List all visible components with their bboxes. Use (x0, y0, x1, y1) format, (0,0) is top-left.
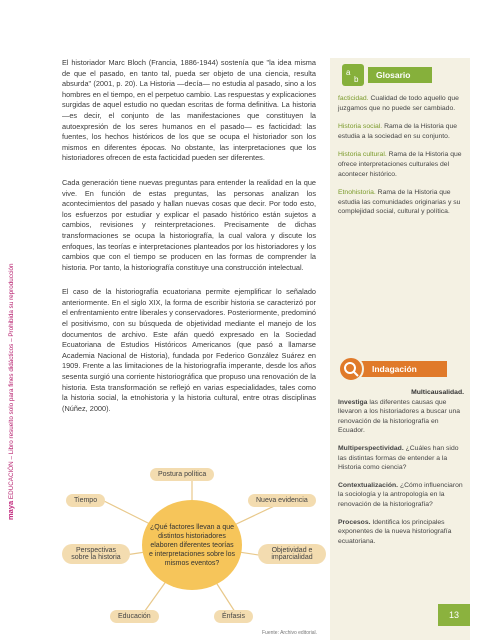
vertical-copyright-label (6, 160, 20, 520)
glossary-title: Glosario (368, 67, 432, 83)
glossary-header (342, 64, 432, 86)
paragraph-2: Cada generación tiene nuevas preguntas para entender la realidad en la que vive. En función de estas preguntas, las personas analizan los acontecimientos del pasado y hallan nuevas cosas que decir. Por todo esto, los esfuerzos por estudiar y explicar el pasado histórico están sujetos a cambios, revisiones y reinterpretaciones. Precisamente de dichas transformaciones se ocupa la historiografía, la cual valora y discute los enfoques, las teorías e interpretaciones planteados por los historiadores y los cambios que con el tiempo se producen en las formas de comprender la historia. Por tanto, la historiografía constituye una construcción intelectual. (62, 177, 316, 272)
indagacion-item: Procesos. Identifica los principales exponentes de la nueva historiografía ecuatoriana. (338, 518, 452, 545)
node-postura-politica: Postura política (150, 468, 214, 481)
glossary-item: facticidad. Cualidad de todo aquello que juzgamos que no puede ser cambiado. (338, 95, 459, 112)
glossary-icon (342, 64, 364, 86)
paragraph-3: El caso de la historiografía ecuatoriana permite ejemplificar lo señalado anteriormente. En el siglo XIX, la forma de escribir historia se caracterizó por el enfrentamiento entre liberales y conservadores. Posteriormente, predominó el positivismo, con su búsqueda de objetividad mediante el manejo de los documentos de archivo. Este afán quedó expresado en la Sociedad Ecuatoriana de Estudios Históricos Americanos (que pasó a llamarse Academia Nacional de Historia), fundada por Federico González Suárez en 1909. Frente a las limitaciones de la historiografía imperante, desde los años sesenta surgió una corriente historiográfica que propuso una renovación de la historia. Esta transformación se reflejó en varias especialidades, tales como la historia social, la etnohistoria y la historia cultural, entre otras disciplinas (Núñez, 2000). (62, 287, 316, 413)
node-nueva-evidencia: Nueva evidencia (248, 494, 316, 507)
glossary-item: Historia social. Rama de la Historia que estudia a la sociedad en su conjunto. (338, 123, 458, 140)
svg-text:a: a (346, 68, 351, 77)
indagacion-list (338, 388, 464, 554)
diagram-source: Fuente: Archivo editorial. (262, 630, 318, 636)
glossary-list (338, 94, 464, 226)
glossary-item: Etnohistoria. Rama de la Historia que estudia las comunidades originarias y su complejidad social, cultural y política. (338, 189, 461, 216)
glossary-item: Historia cultural. Rama de la Historia que ofrece interpretaciones culturales del acontecer histórico. (338, 151, 462, 178)
factors-diagram (62, 440, 320, 630)
indagacion-item: Contextualización. ¿Cómo influenciaron la sociología y la antropología en la renovación de la historiografía? (338, 481, 463, 508)
sidebar-panel (330, 58, 470, 640)
brand-logo: maya (6, 500, 15, 520)
paragraph-1: El historiador Marc Bloch (Francia, 1886-1944) sostenía que "la idea misma de que el pasado, en tanto tal, pueda ser objeto de una ciencia, resulta absurda" (2001, p. 20). La Historia —decía— no estudia al pasado, sino a los hombres en el tiempo, en el perpetuo cambio. Las respuestas y explicaciones surgidas de aquel estudio no quedan escritas de forma definitiva. La historia —es decir, el conjunto de las manifestaciones que constituyen la autoexpresión de los seres humanos en el pasado— es facticidad: las fuentes, los hechos históricos de los que se ocupa el historiador son los mismos en diferentes épocas. No obstante, las interpretaciones que los historiadores ofrecen de esta facticidad pueden ser diferentes. (62, 58, 316, 163)
page-number: 13 (438, 604, 470, 626)
node-perspectivas: Perspectivas sobre la historia (62, 544, 130, 564)
copyright-text: EDUCACIÓN – Libro resuelto solo para fines didácticos – Prohibida su reproducción (8, 263, 15, 500)
indagacion-item: Multiperspectividad. ¿Cuáles han sido las distintas formas de entender a la Historia como ciencia? (338, 444, 459, 472)
node-tiempo: Tiempo (66, 494, 105, 507)
indagacion-header (338, 356, 447, 382)
indagacion-title: Indagación (346, 361, 447, 377)
indagacion-item: Multicausalidad. Investiga las diferentes causas que llevaron a los historiadores a buscar una renovación de la historiografía en Ecuador. (338, 389, 464, 435)
node-educacion: Educación (110, 610, 159, 623)
magnifier-icon (338, 356, 364, 382)
main-text (62, 58, 316, 428)
diagram-center-question: ¿Qué factores llevan a que distintos historiadores elaboren diferentes teorías e interpretaciones sobre los mismos eventos? (142, 500, 242, 590)
node-objetividad: Objetividad e imparcialidad (258, 544, 326, 564)
node-enfasis: Énfasis (214, 610, 253, 623)
svg-text:b: b (354, 75, 359, 84)
